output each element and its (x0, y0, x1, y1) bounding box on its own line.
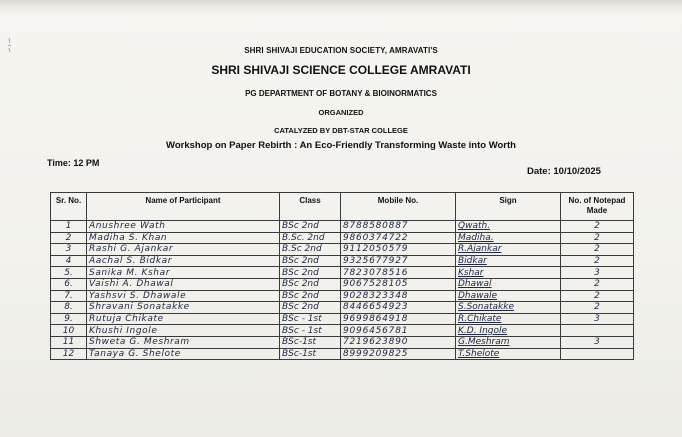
cell-name: Sanika M. Kshar (87, 267, 280, 279)
cell-class: BSc 2nd (280, 278, 341, 290)
cell-notepads (561, 348, 634, 360)
cell-class: B.Sc. 2nd (280, 232, 341, 244)
cell-notepads: 2 (561, 244, 634, 256)
header-class: Class (280, 193, 341, 221)
cell-notepads: 2 (561, 232, 634, 244)
cell-class: BSc - 1st (280, 325, 341, 337)
cell-signature: R.Chikate (456, 313, 561, 325)
cell-sr-no: 10 (51, 325, 87, 337)
table-header-row (51, 193, 634, 221)
cell-class: BSc-1st (280, 336, 341, 348)
cell-sr-no: 2 (51, 232, 87, 244)
cell-class: BSc - 1st (280, 313, 341, 325)
cell-sr-no: 3 (51, 244, 87, 256)
scan-shadow (0, 0, 682, 16)
cell-mobile: 9860374722 (341, 232, 456, 244)
table-row (51, 232, 634, 244)
table-body (51, 221, 634, 360)
table-row (51, 255, 634, 267)
table-row (51, 325, 634, 337)
cell-name: Khushi Ingole (87, 325, 280, 337)
society-name: SHRI SHIVAJI EDUCATION SOCIETY, AMRAVATI'S (244, 46, 438, 55)
cell-signature: S.Sonatakke (456, 302, 561, 314)
cell-class: BSc 2nd (280, 267, 341, 279)
cell-notepads: 3 (561, 336, 634, 348)
header-mobile: Mobile No. (341, 193, 456, 221)
cell-name: Tanaya G. Shelote (87, 348, 280, 360)
workshop-title: Workshop on Paper Rebirth : An Eco-Friendly Transforming Waste into Worth (166, 140, 516, 151)
cell-name: Vaishi A. Dhawal (87, 278, 280, 290)
table-row (51, 221, 634, 233)
cell-mobile: 7823078516 (341, 267, 456, 279)
cell-mobile: 9699864918 (341, 313, 456, 325)
cell-notepads: 2 (561, 278, 634, 290)
cell-sr-no: 4 (51, 255, 87, 267)
cell-sr-no: 1 (51, 221, 87, 233)
cell-notepads: 2 (561, 255, 634, 267)
cell-mobile: 9067528105 (341, 278, 456, 290)
cell-class: BSc-1st (280, 348, 341, 360)
cell-class: BSc 2nd (280, 302, 341, 314)
cell-mobile: 9096456781 (341, 325, 456, 337)
college-name: SHRI SHIVAJI SCIENCE COLLEGE AMRAVATI (211, 63, 471, 77)
cell-notepads (561, 325, 634, 337)
header-sr-no: Sr. No. (51, 193, 87, 221)
cell-notepads: 3 (561, 267, 634, 279)
organized-label: ORGANIZED (318, 108, 364, 117)
cell-signature: Dhawal (456, 278, 561, 290)
cell-class: BSc 2nd (280, 290, 341, 302)
cell-notepads: 2 (561, 221, 634, 233)
cell-sr-no: 7. (51, 290, 87, 302)
cell-signature: K.D. Ingole (456, 325, 561, 337)
cell-name: Madiha S. Khan (87, 232, 280, 244)
event-date: Date: 10/10/2025 (527, 166, 601, 177)
cell-mobile: 7219623890 (341, 336, 456, 348)
cell-notepads: 2 (561, 302, 634, 314)
table-row (51, 348, 634, 360)
table-row (51, 244, 634, 256)
cell-signature: Dhawale (456, 290, 561, 302)
cell-mobile: 8999209825 (341, 348, 456, 360)
cell-class: BSc 2nd (280, 255, 341, 267)
cell-signature: R.Ajankar (456, 244, 561, 256)
cell-name: Shweta G. Meshram (87, 336, 280, 348)
cell-signature: T.Shelote (456, 348, 561, 360)
header-sign: Sign (456, 193, 561, 221)
cell-mobile: 9112050579 (341, 244, 456, 256)
cell-sr-no: 6. (51, 278, 87, 290)
cell-mobile: 9325677927 (341, 255, 456, 267)
cell-name: Aachal S. Bidkar (87, 255, 280, 267)
table-row (51, 290, 634, 302)
cell-signature: Kshar (456, 267, 561, 279)
cell-name: Rashi G. Ajankar (87, 244, 280, 256)
cell-notepads: 2 (561, 290, 634, 302)
table-row (51, 336, 634, 348)
header-notepads: No. of Notepad Made (561, 193, 634, 221)
cell-signature: Bidkar (456, 255, 561, 267)
cell-mobile: 9028323348 (341, 290, 456, 302)
cell-sr-no: 8. (51, 302, 87, 314)
table-row (51, 302, 634, 314)
cell-name: Yashsvi S. Dhawale (87, 290, 280, 302)
cell-class: B.Sc 2nd (280, 244, 341, 256)
cell-name: Anushree Wath (87, 221, 280, 233)
cell-name: Rutuja Chikate (87, 313, 280, 325)
attendance-table (50, 192, 634, 360)
table-row (51, 313, 634, 325)
cell-sr-no: 5. (51, 267, 87, 279)
cell-mobile: 8446654923 (341, 302, 456, 314)
header-name: Name of Participant (87, 193, 280, 221)
table-row (51, 278, 634, 290)
table-row (51, 267, 634, 279)
department-name: PG DEPARTMENT OF BOTANY & BIOINORMATICS (245, 89, 437, 98)
cell-mobile: 8788580887 (341, 221, 456, 233)
catalyzed-label: CATALYZED BY DBT-STAR COLLEGE (274, 126, 408, 135)
cell-signature: Qwath. (456, 221, 561, 233)
event-time: Time: 12 PM (47, 158, 100, 168)
cell-class: BSc 2nd (280, 221, 341, 233)
cell-signature: G.Meshram (456, 336, 561, 348)
cell-sr-no: 12 (51, 348, 87, 360)
cell-signature: Madiha. (456, 232, 561, 244)
cell-notepads: 3 (561, 313, 634, 325)
cell-sr-no: 11 (51, 336, 87, 348)
cell-sr-no: 9. (51, 313, 87, 325)
cell-name: Shravani Sonatakke (87, 302, 280, 314)
